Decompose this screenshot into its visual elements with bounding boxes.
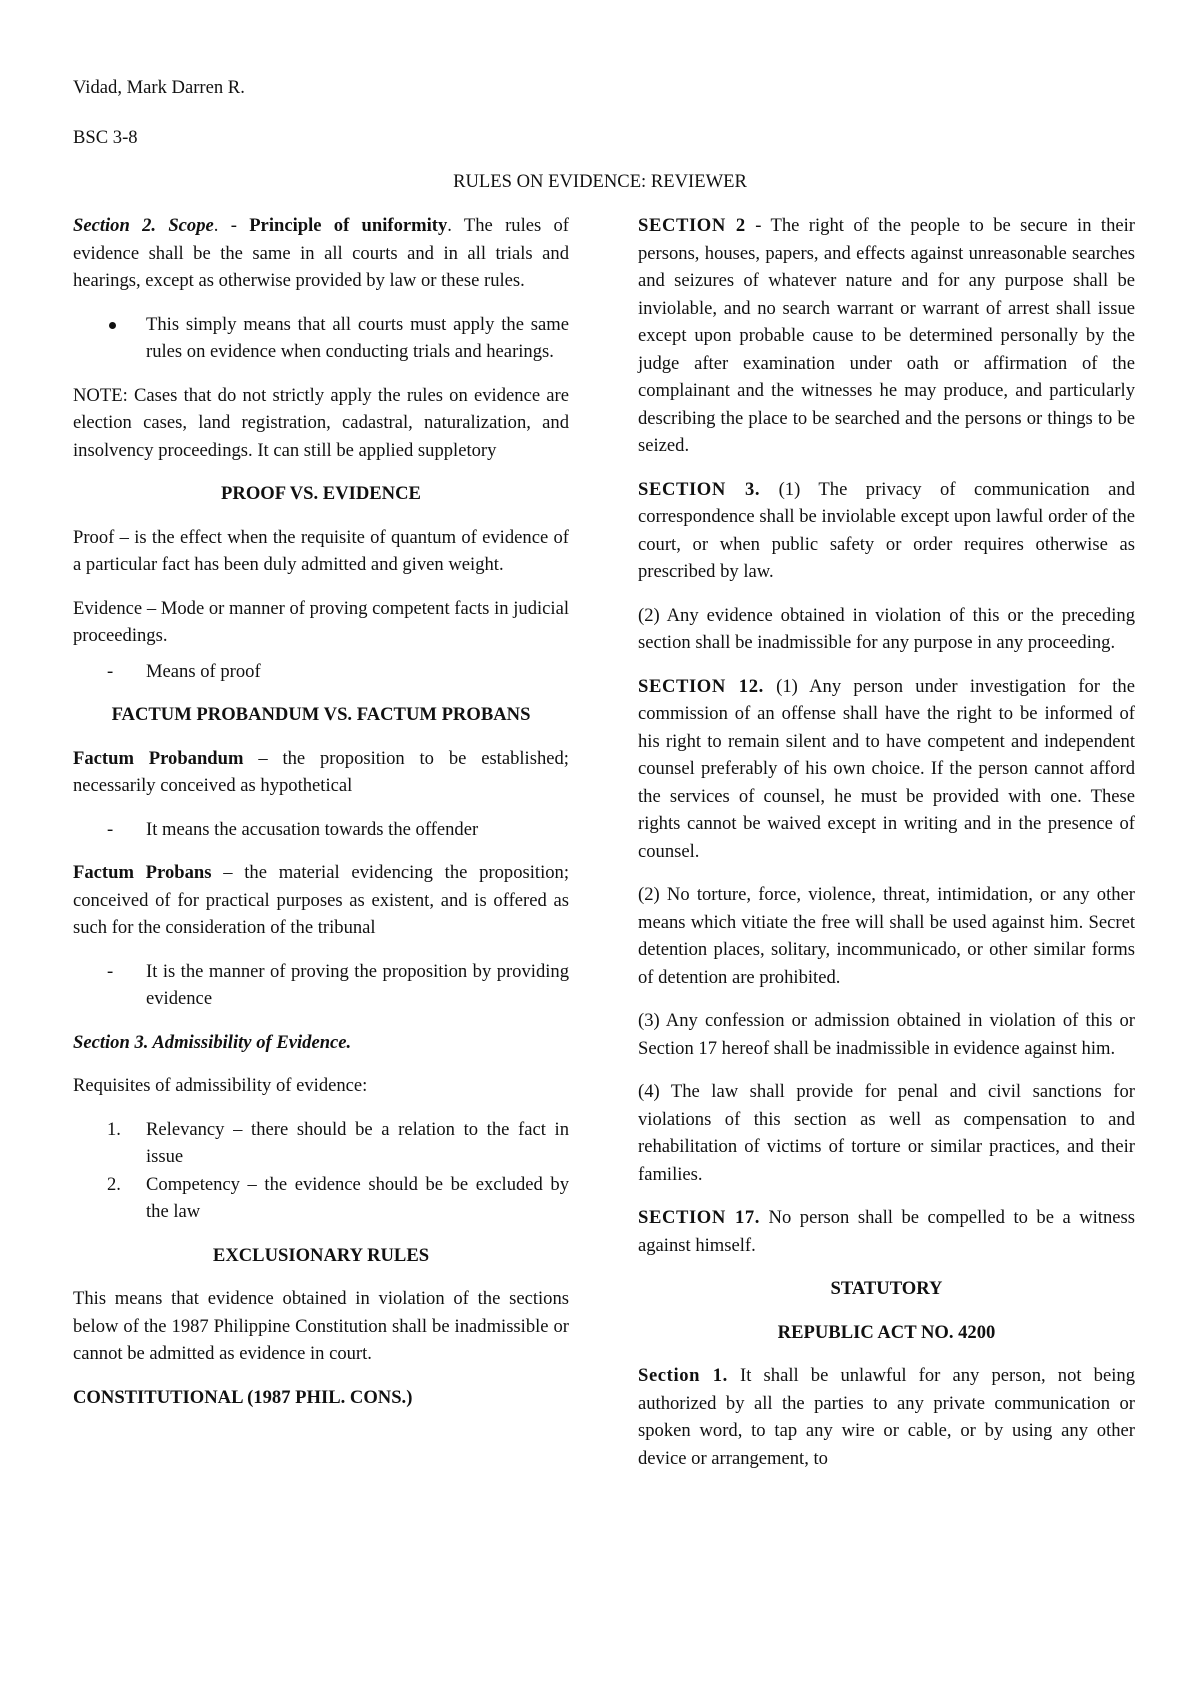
probans-dash-list: [73, 958, 569, 1013]
requisite-text: Relevancy – there should be a relation to the fact in issue: [146, 1118, 569, 1167]
statutory-heading: STATUTORY: [830, 1278, 943, 1299]
probandum-dash-text: It means the accusation towards the offender: [146, 818, 479, 840]
scope-separator: . -: [213, 215, 250, 236]
author-name: Vidad, Mark Darren R.: [73, 77, 245, 98]
requisites-intro: Requisites of admissibility of evidence:: [73, 1075, 368, 1096]
section-17-text: No person shall be compelled to be a witness against himself.: [638, 1207, 1135, 1256]
dash-marker: -: [107, 960, 114, 982]
probandum-text: – the proposition to be established; necessarily conceived as hypothetical: [73, 747, 569, 796]
section-2-text: - The right of the people to be secure in their persons, houses, papers, and effects against unreasonable searches and seizures of whatever nature and for any purpose shall be inviolable, and no search warrant or warrant of arrest shall issue except upon probable cause to be determined personally by the judge after examination under oath or affirmation of the complainant and the witnesses he may produce, and particularly describing the place to be searched and the persons or things to be seized.: [638, 215, 1136, 456]
proof-heading: PROOF VS. EVIDENCE: [221, 483, 421, 504]
left-column: [73, 212, 569, 1427]
section-17-paragraph: [638, 1204, 1135, 1259]
ra-section-1-paragraph: [638, 1362, 1135, 1472]
section-12-clause-2: (2) No torture, force, violence, threat, intimidation, or any other means which vitiate the free will shall be used against him. Secret detention places, solitary, incommunicado, or other similar forms of detention are prohibited.: [638, 884, 1135, 988]
probans-label: Factum Probans: [73, 862, 212, 883]
section-2-paragraph: [638, 212, 1135, 460]
section-3-text: (1) The privacy of communication and correspondence shall be inviolable except upon lawful order of the court, or when public safety or order requires otherwise as prescribed by law.: [638, 478, 1135, 582]
section-3-paragraph: [638, 476, 1135, 586]
evidence-definition: Evidence – Mode or manner of proving competent facts in judicial proceedings.: [73, 597, 569, 646]
section-12-clause-4: (4) The law shall provide for penal and civil sanctions for violations of this section as well as compensation to and rehabilitation of victims of torture or similar practices, and their families.: [638, 1081, 1135, 1185]
ra-section-1-text: It shall be unlawful for any person, not being authorized by all the parties to any private communication or spoken word, to tap any wire or cable, or by using any other device or arrangement, to: [638, 1365, 1135, 1469]
evidence-dash-list: [73, 658, 569, 686]
class-section: BSC 3-8: [73, 127, 138, 148]
scope-text: . The rules of evidence shall be the same in all courts and in all trials and hearings, except as otherwise provided by law or these rules.: [73, 215, 570, 291]
scope-principle: Principle of uniformity: [249, 215, 448, 236]
section-3-label: SECTION 3.: [638, 478, 761, 500]
admissibility-heading: Section 3. Admissibility of Evidence.: [73, 1031, 352, 1053]
scope-paragraph: [73, 212, 569, 295]
section-12-paragraph: [638, 673, 1135, 866]
list-number: 1.: [107, 1118, 121, 1140]
ra-section-1-label: Section 1.: [638, 1365, 728, 1386]
republic-act-heading: REPUBLIC ACT NO. 4200: [777, 1321, 996, 1343]
list-item: [73, 816, 569, 844]
scope-bullet-list: [73, 311, 569, 366]
right-column: [638, 212, 1135, 1488]
list-item: [73, 1171, 569, 1226]
factum-heading: FACTUM PROBANDUM VS. FACTUM PROBANS: [111, 704, 531, 725]
list-item: [73, 958, 569, 1013]
section-12-clause-3: (3) Any confession or admission obtained in violation of this or Section 17 hereof shall be inadmissible in evidence against him.: [638, 1010, 1135, 1059]
list-item: [73, 1116, 569, 1171]
probans-paragraph: [73, 859, 569, 942]
requisites-list: [73, 1116, 569, 1226]
dash-marker: -: [107, 660, 114, 682]
exclusionary-heading: EXCLUSIONARY RULES: [212, 1244, 430, 1266]
section-17-label: SECTION 17.: [638, 1207, 761, 1228]
probandum-dash-list: [73, 816, 569, 844]
section-3-clause-2: (2) Any evidence obtained in violation of this or the preceding section shall be inadmissible for any purpose in any proceeding.: [638, 604, 1135, 653]
exclusionary-paragraph: This means that evidence obtained in violation of the sections below of the 1987 Philippine Constitution shall be inadmissible or cannot be admitted as evidence in court.: [73, 1288, 569, 1364]
note-paragraph: NOTE: Cases that do not strictly apply the rules on evidence are election cases, land registration, cadastral, naturalization, and insolvency proceedings. It can still be applied suppletory: [73, 384, 569, 461]
scope-bullet-text: This simply means that all courts must apply the same rules on evidence when conducting trials and hearings.: [146, 313, 569, 362]
section-12-text: (1) Any person under investigation for the commission of an offense shall have the right to be informed of his right to remain silent and to have competent and independent counsel preferably of his own choice. If the person cannot afford the services of counsel, he must be provided with one. These rights cannot be waived except in writing and in the presence of counsel.: [638, 675, 1135, 862]
list-item: [73, 311, 569, 366]
probans-text: – the material evidencing the proposition; conceived of for practical purposes as existent, and is offered as such for the consideration of the tribunal: [73, 862, 569, 938]
proof-definition: Proof – is the effect when the requisite of quantum of evidence of a particular fact has been duly admitted and given weight.: [73, 526, 569, 575]
probandum-label: Factum Probandum: [73, 747, 244, 769]
list-number: 2.: [107, 1173, 121, 1195]
probans-dash-text: It is the manner of proving the proposition by providing evidence: [146, 960, 569, 1009]
section-2-label: SECTION 2: [638, 215, 746, 236]
section-12-label: SECTION 12.: [638, 675, 764, 697]
requisite-text: Competency – the evidence should be be excluded by the law: [146, 1173, 569, 1222]
evidence-dash-text: Means of proof: [146, 660, 261, 682]
scope-label: Section 2. Scope: [73, 215, 214, 236]
list-item: [73, 658, 569, 686]
constitutional-heading: CONSTITUTIONAL (1987 PHIL. CONS.): [73, 1386, 413, 1408]
probandum-paragraph: [73, 745, 569, 800]
document-title: RULES ON EVIDENCE: REVIEWER: [453, 171, 747, 192]
dash-marker: -: [107, 818, 114, 840]
bullet-icon: [109, 322, 116, 329]
